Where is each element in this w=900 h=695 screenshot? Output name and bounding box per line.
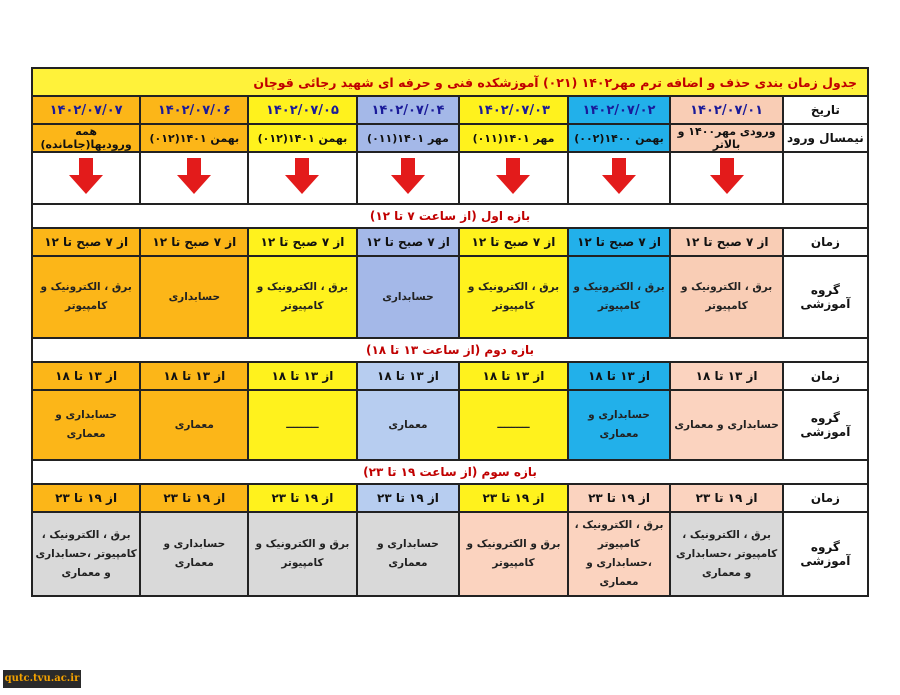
group-cell: معماری: [357, 390, 460, 460]
period-2-title: بازه دوم (از ساعت ۱۳ تا ۱۸): [32, 338, 868, 362]
arrow-cell: [248, 152, 356, 204]
time-cell: از ۱۹ تا ۲۳: [568, 484, 671, 512]
group-cell: حسابداری: [357, 256, 460, 338]
time-cell: از ۱۳ تا ۱۸: [140, 362, 248, 390]
time-cell: از ۱۹ تا ۲۳: [459, 484, 567, 512]
entry-cell: ورودی مهر۱۴۰۰ و بالاتر: [670, 124, 782, 152]
down-arrow-icon: [710, 158, 744, 194]
group-cell: حسابداری و معماری: [140, 512, 248, 596]
time-label: زمان: [783, 362, 868, 390]
down-arrow-icon: [496, 158, 530, 194]
time-cell: از ۱۹ تا ۲۳: [357, 484, 460, 512]
group-cell: حسابداری و معماری: [568, 390, 671, 460]
group-label: گروه آموزشی: [783, 512, 868, 596]
date-cell: ۱۴۰۲/۰۷/۰۶: [140, 96, 248, 124]
group-cell: برق ، الکترونیک و کامپیوتر: [670, 256, 782, 338]
time-cell: از ۱۳ تا ۱۸: [459, 362, 567, 390]
group-cell: حسابداری و معماری: [670, 390, 782, 460]
date-cell: ۱۴۰۲/۰۷/۰۴: [357, 96, 460, 124]
group-cell: ـــــــــ: [459, 390, 567, 460]
time-cell: از ۱۹ تا ۲۳: [32, 484, 140, 512]
site-url-badge[interactable]: qutc.tvu.ac.ir: [3, 670, 81, 688]
group-cell: حسابداری: [140, 256, 248, 338]
time-cell: از ۱۳ تا ۱۸: [670, 362, 782, 390]
entry-cell: بهمن ۱۴۰۱(۰۱۲): [248, 124, 356, 152]
arrow-cell: [568, 152, 671, 204]
entry-cell: مهر ۱۴۰۱(۰۱۱): [357, 124, 460, 152]
group-cell: برق ، الکترونیک ، کامپیوتر ،حسابداری و معماری: [670, 512, 782, 596]
group-cell: ـــــــــ: [248, 390, 356, 460]
entry-cell: مهر ۱۴۰۱(۰۱۱): [459, 124, 567, 152]
down-arrow-icon: [285, 158, 319, 194]
down-arrow-icon: [391, 158, 425, 194]
date-label: تاریخ: [783, 96, 868, 124]
schedule-table: [31, 67, 869, 597]
time-cell: از ۱۳ تا ۱۸: [357, 362, 460, 390]
group-cell: برق ، الکترونیک و کامپیوتر: [248, 256, 356, 338]
time-cell: از ۷ صبح تا ۱۲: [32, 228, 140, 256]
group-cell: برق ، الکترونیک و کامپیوتر: [459, 256, 567, 338]
time-cell: از ۷ صبح تا ۱۲: [568, 228, 671, 256]
group-label: گروه آموزشی: [783, 390, 868, 460]
arrow-cell: [459, 152, 567, 204]
time-cell: از ۱۳ تا ۱۸: [568, 362, 671, 390]
period-3-title: بازه سوم (از ساعت ۱۹ تا ۲۳): [32, 460, 868, 484]
period-1-title: بازه اول (از ساعت ۷ تا ۱۲): [32, 204, 868, 228]
arrow-cell: [357, 152, 460, 204]
arrow-cell: [32, 152, 140, 204]
time-cell: از ۱۹ تا ۲۳: [140, 484, 248, 512]
entry-label: نیمسال ورود: [783, 124, 868, 152]
date-cell: ۱۴۰۲/۰۷/۰۵: [248, 96, 356, 124]
group-cell: معماری: [140, 390, 248, 460]
time-cell: از ۱۹ تا ۲۳: [248, 484, 356, 512]
time-cell: از ۱۳ تا ۱۸: [248, 362, 356, 390]
arrow-spacer: [783, 152, 868, 204]
down-arrow-icon: [602, 158, 636, 194]
entry-cell: همه ورودیها(جامانده): [32, 124, 140, 152]
entry-cell: بهمن ۱۴۰۰(۰۰۲): [568, 124, 671, 152]
group-cell: برق و الکترونیک و کامپیوتر: [248, 512, 356, 596]
time-cell: از ۷ صبح تا ۱۲: [140, 228, 248, 256]
time-cell: از ۱۳ تا ۱۸: [32, 362, 140, 390]
date-cell: ۱۴۰۲/۰۷/۰۷: [32, 96, 140, 124]
group-label: گروه آموزشی: [783, 256, 868, 338]
down-arrow-icon: [69, 158, 103, 194]
arrow-cell: [670, 152, 782, 204]
date-cell: ۱۴۰۲/۰۷/۰۲: [568, 96, 671, 124]
down-arrow-icon: [177, 158, 211, 194]
time-cell: از ۷ صبح تا ۱۲: [459, 228, 567, 256]
group-cell: حسابداری و معماری: [357, 512, 460, 596]
date-cell: ۱۴۰۲/۰۷/۰۳: [459, 96, 567, 124]
entry-cell: بهمن ۱۴۰۱(۰۱۲): [140, 124, 248, 152]
time-cell: از ۷ صبح تا ۱۲: [357, 228, 460, 256]
group-cell: حسابداری و معماری: [32, 390, 140, 460]
time-label: زمان: [783, 484, 868, 512]
arrow-cell: [140, 152, 248, 204]
group-cell: برق ، الکترونیک ، کامپیوتر ،حسابداری و معماری: [568, 512, 671, 596]
time-label: زمان: [783, 228, 868, 256]
date-cell: ۱۴۰۲/۰۷/۰۱: [670, 96, 782, 124]
table-title: جدول زمان بندی حذف و اضافه ترم مهر۱۴۰۲ (۰۲۱) آموزشکده فنی و حرفه ای شهید رجائی قوچان: [32, 68, 868, 96]
group-cell: برق و الکترونیک و کامپیوتر: [459, 512, 567, 596]
group-cell: برق ، الکترونیک و کامپیوتر: [568, 256, 671, 338]
group-cell: برق ، الکترونیک و کامپیوتر: [32, 256, 140, 338]
time-cell: از ۱۹ تا ۲۳: [670, 484, 782, 512]
group-cell: برق ، الکترونیک ، کامپیوتر ،حسابداری و معماری: [32, 512, 140, 596]
time-cell: از ۷ صبح تا ۱۲: [248, 228, 356, 256]
time-cell: از ۷ صبح تا ۱۲: [670, 228, 782, 256]
